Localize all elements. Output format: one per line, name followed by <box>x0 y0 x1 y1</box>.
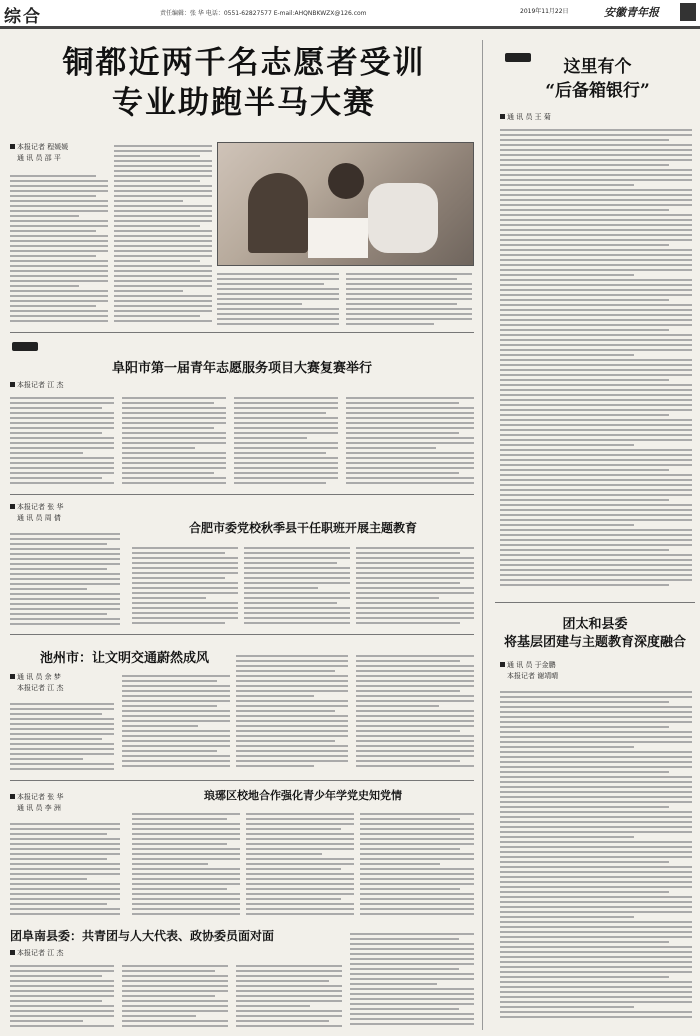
byline-correspondent: 通 讯 员 李 洲 <box>17 804 61 813</box>
article-body-chizhou-col4 <box>356 652 474 772</box>
byline-chizhou <box>10 672 120 694</box>
article-body-funan-col3 <box>236 962 342 1028</box>
article-headline-hefei: 合肥市委党校秋季县干任职班开展主题教育 <box>188 521 417 535</box>
article-body-tongdu-col1 <box>10 172 108 324</box>
article-body-hefei-col1 <box>10 530 120 626</box>
article-headline-langya: 琅琊区校地合作强化青少年学党史知党情 <box>204 789 402 802</box>
section-tag-icon <box>12 342 38 351</box>
byline-taihu <box>500 660 558 682</box>
byline-funan <box>10 948 63 959</box>
byline-reporter: 本报记者 江 杰 <box>17 949 64 957</box>
issue-date: 2019年11月22日 <box>520 8 569 15</box>
byline-reporter: 本报记者 张 华 <box>17 503 64 511</box>
article-subheadline-tongdu: 专业助跑半马大赛 <box>112 85 376 121</box>
byline-reporter: 本报记者 谢靖晴 <box>507 672 559 681</box>
article-headline-taihu: 团太和县委 <box>562 617 628 632</box>
article-body-chizhou-col1 <box>10 700 114 772</box>
byline-reporter: 本报记者 程媛媛 <box>17 143 69 151</box>
divider <box>10 634 474 635</box>
news-photo <box>217 142 474 266</box>
article-body-chizhou-col2 <box>122 672 230 772</box>
byline-langya <box>10 792 120 814</box>
byline-correspondent: 通 讯 员 周 倩 <box>17 514 61 523</box>
byline-correspondent: 通 讯 员 余 梦 <box>17 673 61 681</box>
article-subheadline-houbei: “后备箱银行” <box>545 81 650 101</box>
article-body-langya-col2 <box>132 810 240 920</box>
article-body-hefei-col3 <box>244 544 350 626</box>
article-headline-fuyang: 阜阳市第一届青年志愿服务项目大赛复赛举行 <box>111 361 372 376</box>
byline-reporter: 本报记者 张 华 <box>17 793 64 801</box>
article-body-tongdu-col3 <box>217 270 339 325</box>
divider <box>10 780 474 781</box>
byline-reporter: 本报记者 江 杰 <box>17 684 64 693</box>
article-body-fuyang-col2 <box>122 394 226 486</box>
article-headline-funan: 团阜南县委：共青团与人大代表、政协委员面对面 <box>10 929 275 943</box>
byline-reporter: 本报记者 江 杰 <box>17 381 64 389</box>
byline-fuyang <box>10 380 63 391</box>
article-body-langya-col4 <box>360 810 474 920</box>
article-body-fuyang-col4 <box>346 394 474 486</box>
article-subheadline-taihu: 将基层团建与主题教育深度融合 <box>503 635 686 650</box>
article-body-tongdu-col2 <box>114 142 212 324</box>
article-headline-chizhou: 池州市：让文明交通蔚然成风 <box>40 651 210 666</box>
article-body-langya-col3 <box>246 810 354 920</box>
article-body-funan-col1 <box>10 962 114 1028</box>
article-body-tongdu-col4 <box>346 270 472 325</box>
article-body-fuyang-col1 <box>10 394 114 486</box>
article-body-langya-col1 <box>10 820 120 920</box>
article-body-funan-col2 <box>122 962 228 1028</box>
column-divider <box>482 40 483 1030</box>
section-name: 综合 <box>4 7 42 27</box>
newspaper-logo-icon <box>680 3 696 21</box>
article-body-taihu <box>500 688 692 1028</box>
byline-houbei <box>500 112 551 123</box>
divider <box>495 602 695 603</box>
article-body-fuyang-col3 <box>234 394 338 486</box>
byline-hefei <box>10 502 120 524</box>
article-headline-tongdu: 铜都近两千名志愿者受训 <box>62 45 426 81</box>
article-body-hefei-col4 <box>356 544 474 626</box>
editor-info: 责任编辑：张 华 电话：0551-62827577 E-mail:AHQNBKWZX@126.com <box>160 10 367 17</box>
article-body-funan-col4 <box>350 930 474 1028</box>
byline-correspondent: 通 讯 员 邵 平 <box>17 154 61 163</box>
article-body-houbei <box>500 126 692 594</box>
article-body-hefei-col2 <box>132 544 238 626</box>
article-headline-houbei: 这里有个 <box>563 57 632 77</box>
byline-correspondent: 通 讯 员 王 菊 <box>507 113 551 121</box>
article-body-chizhou-col3 <box>236 652 348 772</box>
divider <box>10 332 474 333</box>
divider <box>10 494 474 495</box>
masthead: 安徽青年报 <box>604 6 659 19</box>
byline-correspondent: 通 讯 员 于金鹏 <box>507 661 556 669</box>
byline-tongdu <box>10 142 120 164</box>
